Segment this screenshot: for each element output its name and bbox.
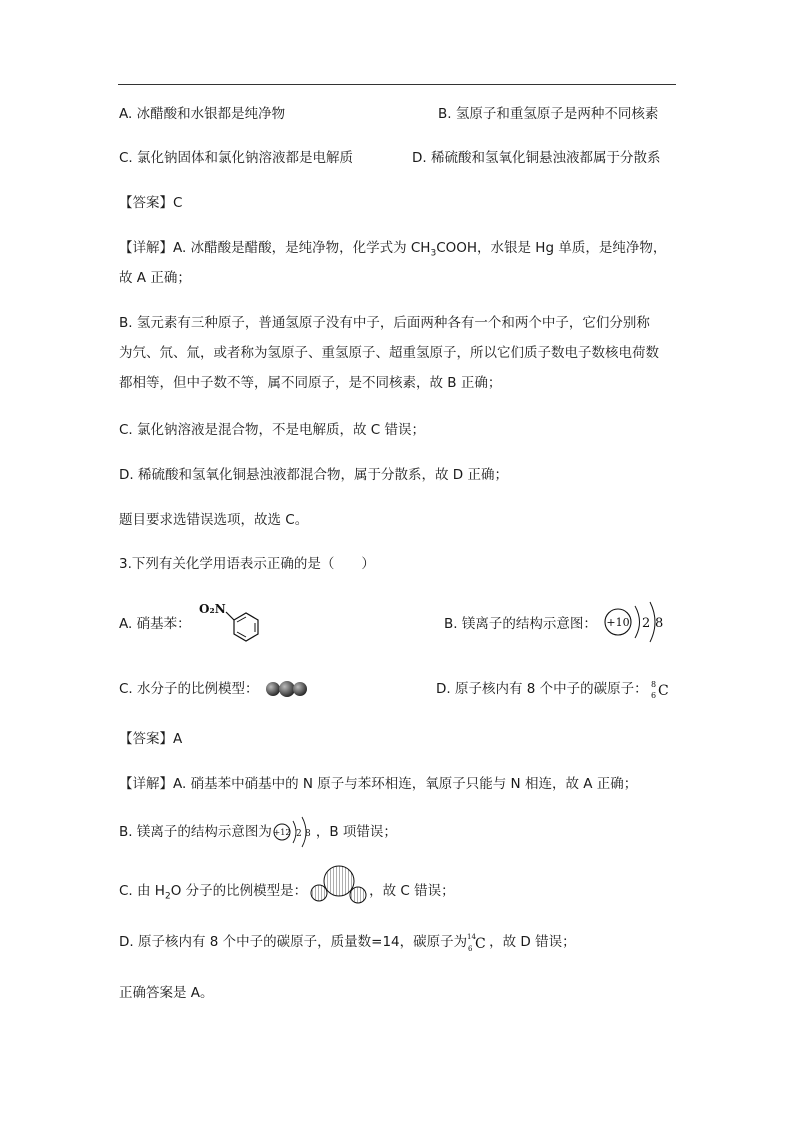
q3-option-b-label: B. 镁离子的结构示意图： [444,616,597,632]
q3-option-c-label: C. 水分子的比例模型： [119,681,259,697]
question-stem: 3.下列有关化学用语表示正确的是（ ） [119,556,375,572]
water-model-icon [264,679,310,699]
nitrobenzene-structure [198,598,268,642]
detail2-d: D. 原子核内有 8 个中子的碳原子，质量数=14，碳原子为 14 6 C ，故 D 错误； [119,932,576,952]
option-d: D. 稀硫酸和氢氧化铜悬浊液都属于分散系 [412,150,661,166]
carbon14-nuclide [467,930,489,954]
nucleus-charge: +10 [606,616,630,629]
detail2-b: B. 镁离子的结构示意图为 +12 2 8 ，B 项错误； [119,822,397,842]
detail-conclusion: 题目要求选错误选项，故选 C。 [119,512,309,528]
detail-b-line2: 为氕、氘、氚，或者称为氢原子、重氢原子、超重氢原子，所以它们质子数电子数核电荷数 [119,345,659,361]
detail-b-line3: 都相等，但中子数不等，属不同原子，是不同核素，故 B 正确； [119,375,502,391]
option-b: B. 氢原子和重氢原子是两种不同核素 [438,106,659,122]
mg-ion-diagram-small [272,814,316,850]
option-c: C. 氯化钠固体和氯化钠溶液都是电解质 [119,150,354,166]
mg-ion-diagram [602,598,666,646]
detail-c: C. 氯化钠溶液是混合物，不是电解质，故 C 错误； [119,422,426,438]
detail-b-line1: B. 氢元素有三种原子，普通氢原子没有中子，后面两种各有一个和两个中子，它们分别称 [119,315,650,331]
mass-number: 8 [651,680,657,689]
atomic-number: 6 [651,691,657,700]
svg-text:C: C [475,936,486,952]
answer-label: 【答案】C [119,195,183,211]
q3-option-d-label: D. 原子核内有 8 个中子的碳原子： [436,681,648,697]
detail2-c: C. 由 $H_2O$ 分子的比例模型是： ，故 C 错误； [119,878,455,907]
water-model-hatched-icon [309,864,367,904]
svg-text:14: 14 [467,933,477,941]
shell-1-count: 2 [642,616,651,631]
svg-text:2: 2 [295,829,302,839]
option-a: A. 冰醋酸和水银都是纯净物 [119,106,286,122]
detail-d: D. 稀硫酸和氢氧化铜悬浊液都混合物，属于分散系，故 D 正确； [119,467,508,483]
detail2-a: 【详解】A. 硝基苯中硝基中的 N 原子与苯环相连，氧原子只能与 N 相连，故 A 正确； [119,776,638,792]
detail-a-line1: 【详解】A. 冰醋酸是醋酸，是纯净物，化学式为 $CH_3COOH$，水银是 Hg 单质，是纯净物， [119,240,667,259]
q3-option-a-label: A. 硝基苯： [119,616,191,632]
svg-text:8: 8 [304,829,311,839]
detail2-conclusion: 正确答案是 A。 [119,985,214,1001]
detail-a-line2: 故 A 正确； [119,270,191,286]
carbon-nuclide [650,677,674,701]
carbon-symbol: C [658,683,669,699]
answer2-label: 【答案】A [119,731,183,747]
svg-text:6: 6 [468,945,473,953]
svg-text:+12: +12 [273,828,291,837]
nitro-group-label: O₂N [199,602,226,616]
header-rule [118,84,676,85]
shell-2-count: 8 [655,616,664,631]
